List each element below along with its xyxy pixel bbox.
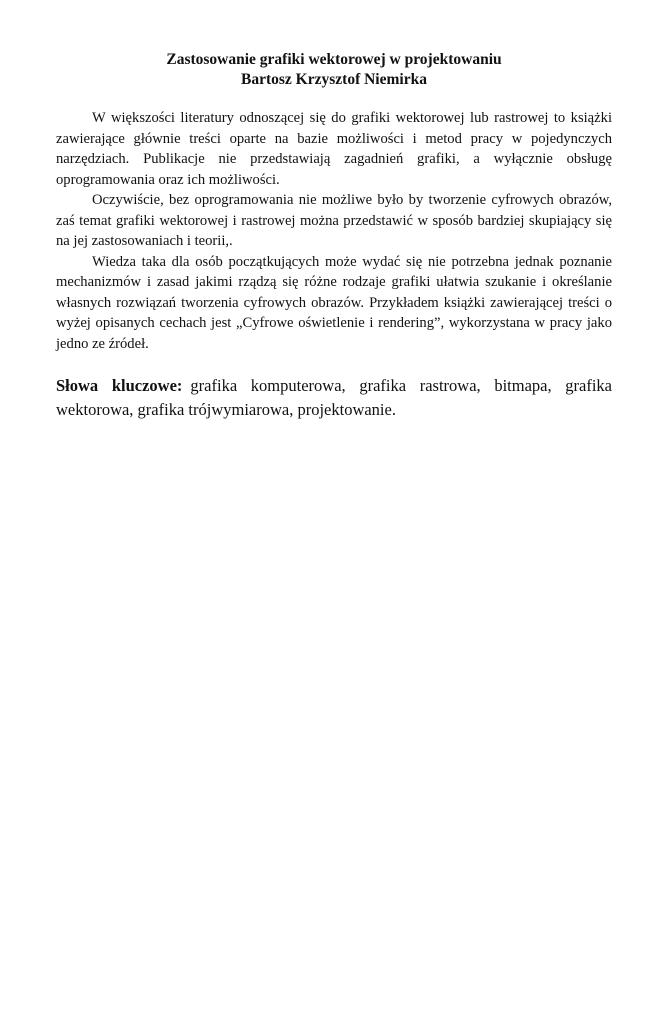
keywords-label: Słowa kluczowe: (56, 376, 183, 395)
paper-title: Zastosowanie grafiki wektorowej w projektowaniu (166, 51, 502, 68)
document-page (56, 50, 612, 422)
abstract (56, 108, 612, 354)
keywords (56, 374, 612, 422)
keywords-text: grafika komputerowa, grafika rastrowa, bitmapa, grafika wektorowa, grafika trójwymiarowa, projektowanie. (56, 376, 612, 419)
abstract-paragraph: Wiedza taka dla osób początkujących może wydać się nie potrzebna jednak poznanie mechanizmów i zasad jakimi rządzą się różne rodzaje grafiki ułatwia szukanie i określanie własnych rozwiązań tworzenia cyfrowych obrazów. Przykładem książki zawierającej treści o wyżej opisanych cechach jest „Cyfrowe oświetlenie i rendering”, wykorzystana w pracy jako jedno ze źródeł. (56, 253, 612, 352)
title-block (56, 50, 612, 90)
abstract-paragraph: Oczywiście, bez oprogramowania nie możliwe było by tworzenie cyfrowych obrazów, zaś temat grafiki wektorowej i rastrowej można przedstawić w sposób bardziej skupiający się na jej zastosowaniach i teorii,. (56, 192, 612, 249)
abstract-paragraph: W większości literatury odnoszącej się do grafiki wektorowej lub rastrowej to książki zawierające głównie treści oparte na bazie możliwości i metod pracy w pojedynczych narzędziach. Publikacje nie przedstawiają zagadnień grafiki, a wyłącznie obsługę oprogramowania oraz ich możliwości. (56, 110, 612, 188)
author-name: Bartosz Krzysztof Niemirka (241, 71, 427, 88)
